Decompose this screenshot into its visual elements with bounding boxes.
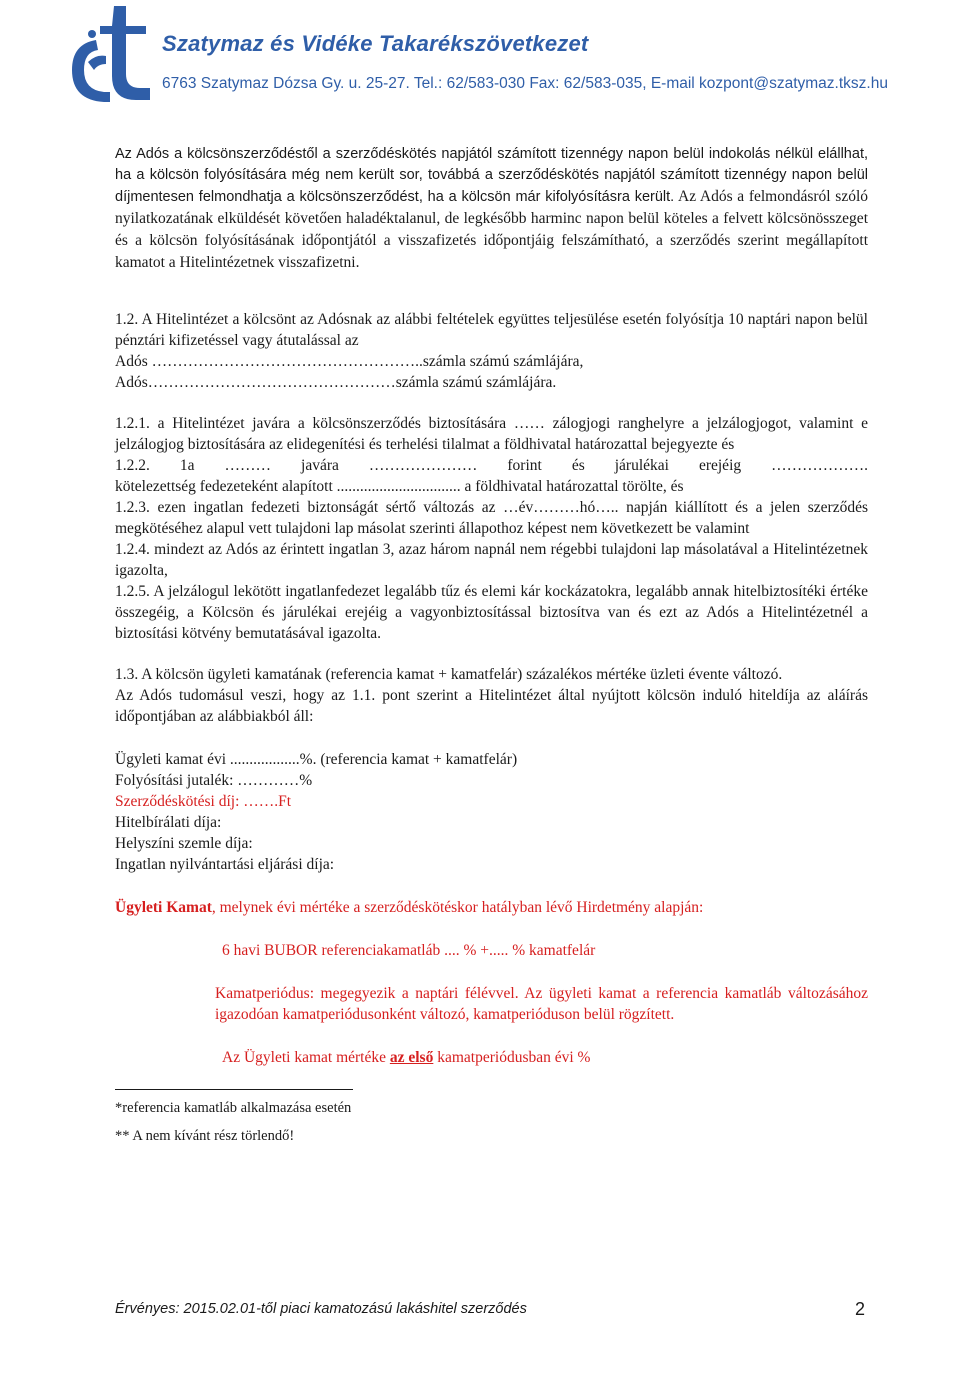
first-period-text-post: kamatperiódusban évi %: [433, 1049, 591, 1066]
withdrawal-paragraph: [115, 144, 868, 274]
kamatperiodus-paragraph: Kamatperiódus: megegyezik a naptári félévvel. Az ügyleti kamat a referencia kamatláb változásához igazodóan kamatperiódusonként változó, kamatperióduson belül rögzített.: [215, 985, 868, 1023]
takarek-logo-icon: [66, 4, 166, 106]
bubor-line: 6 havi BUBOR referenciakamatláb .... % +..... % kamatfelár: [222, 942, 596, 959]
fee-ugyleti-kamat: Ügyleti kamat évi ..................%. (referencia kamat + kamatfelár): [115, 751, 518, 768]
first-period-emphasis: az első: [389, 1049, 434, 1066]
section-1-3-hiteldij: Az Adós tudomásul veszi, hogy az 1.1. pont szerint a Hitelintézet által nyújtott kölcsön induló hiteldíja az aláírás időpontjában az alábbiakból áll:: [115, 687, 868, 725]
page-number: 2: [855, 1299, 866, 1319]
section-1-2-2-a: 1.2.2. 1a ……… javára ………………… forint és járulékai erejéig ……………….: [115, 457, 868, 474]
fee-folyositasi-jutalek: Folyósítási jutalék: …………%: [115, 772, 313, 789]
contract-body: [115, 144, 868, 1147]
fee-szerzodeskotesi-dij: Szerződéskötési díj: …….Ft: [115, 793, 292, 810]
fee-hitelbiralati-dij: Hitelbírálati díja:: [115, 814, 222, 831]
section-1-2-2-b: kötelezettség fedezeteként alapított ................................ a földhivatal határozattal törölte, és: [115, 478, 684, 495]
organization-address: 6763 Szatymaz Dózsa Gy. u. 25-27. Tel.: 62/583-030 Fax: 62/583-035, E-mail kozpont@szatymaz.tksz.hu: [162, 75, 888, 92]
section-1-2-4: 1.2.4. mindezt az Adós az érintett ingatlan 3, azaz három napnál nem régebbi tulajdoni lap másolatával a Hitelintézetnek igazolta,: [115, 541, 868, 579]
withdrawal-text-2: Az Adós a felmondásról szóló nyilatkozatának elküldését követően haladéktalanul, de legkésőbb harminc napon belül köteles a felvett kölcsönösszeget és a kölcsön folyósításának időpontjától a visszafizetés időpontjáig felszámítható, a szerződés szerint megállapított kamatot a Hitelintézetnek visszafizetni.: [115, 188, 868, 271]
letterhead: [0, 0, 960, 110]
withdrawal-text-1: Az Adós a kölcsönszerződéstől a szerződéskötés napjától számított tizennégy napon belül indokolás nélkül elállhat, ha a kölcsön folyósítására még nem került sor, továbbá a szerződéskötés napjától számított tizennégy napon belül díjmentesen felmondhatja a kölcsönszerződést, ha a kölcsön már kifolyósításra került.: [115, 146, 868, 205]
section-1-2: 1.2. A Hitelintézet a kölcsönt az Adósnak az alábbi feltételek együttes teljesülése esetén folyósítja 10 naptári napon belül pénztári kifizetéssel vagy átutalással az: [115, 311, 868, 349]
fee-ingatlan-nyilvantartasi-dij: Ingatlan nyilvántartási eljárási díja:: [115, 856, 335, 873]
footer-validity: Érvényes: 2015.02.01-től piaci kamatozású lakáshitel szerződés: [115, 1301, 527, 1317]
section-1-2-3: 1.2.3. ezen ingatlan fedezeti biztonságát sértő változás az …év………hó….. napján kiállított és a jelen szerződés megkötéséhez alapul vett tulajdoni lap másolat szerinti állapothoz képest nem következett be valamint: [115, 499, 868, 537]
footnote-separator: [115, 1089, 353, 1090]
ugyleti-kamat-label: Ügyleti Kamat: [115, 899, 212, 916]
footnote-1: *referencia kamatláb alkalmazása esetén: [115, 1100, 352, 1116]
section-1-2-account-1: Adós ……………………………………………..számla számú számlájára,: [115, 353, 584, 370]
section-1-3: 1.3. A kölcsön ügyleti kamatának (referencia kamat + kamatfelár) százalékos mértéke üzleti évente változó.: [115, 666, 783, 683]
first-period-rate: [115, 1047, 868, 1068]
ugyleti-kamat-heading: [115, 897, 868, 918]
footnote-2: ** A nem kívánt rész törlendő!: [115, 1128, 295, 1144]
section-1-2-5: 1.2.5. A jelzálogul lekötött ingatlanfedezet legalább tűz és elemi kár kockázatokra, legalább annak hitelbiztosítéki értéke összegéig, a Kölcsön és járulékai erejéig a vagyonbiztosítással biztosítva van és ezt az Adós a Hitelintézetnél a biztosítási kötvény bemutatásával igazolta.: [115, 583, 868, 642]
organization-name: Szatymaz és Vidéke Takarékszövetkezet: [162, 31, 589, 56]
section-1-2-account-2: Adós…………………………………………számla számú számlájára.: [115, 374, 557, 391]
fee-helyszini-szemle-dij: Helyszíni szemle díja:: [115, 835, 253, 852]
first-period-text-pre: Az Ügyleti kamat mértéke: [222, 1049, 390, 1066]
ugyleti-kamat-description: , melynek évi mértéke a szerződéskötéskor hatályban lévő Hirdetmény alapján:: [211, 899, 704, 916]
section-1-2-1: 1.2.1. a Hitelintézet javára a kölcsönszerződés biztosítására …… zálogjogi ranghelyre a jelzálogjogot, valamint e jelzálogjog biztosítására az elidegenítési és terhelési tilalmat a földhivatal határozattal bejegyezte és: [115, 415, 868, 453]
